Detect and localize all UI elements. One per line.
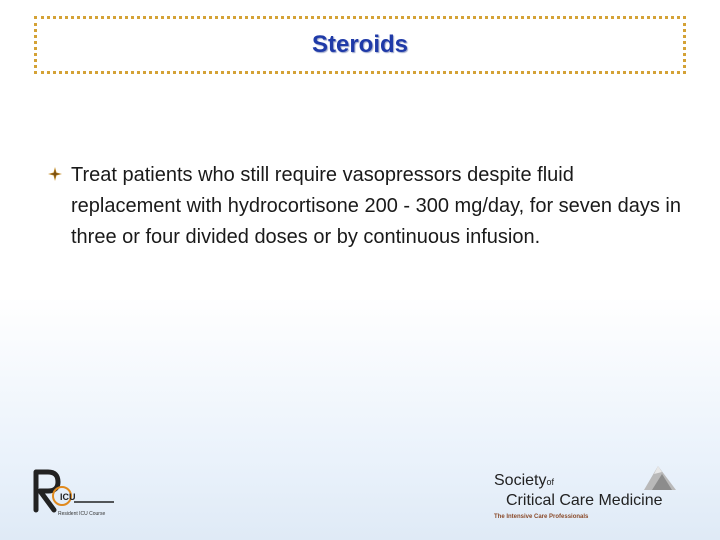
ricu-logo-mark (30, 466, 120, 516)
bullet-list (48, 160, 688, 253)
sccm-society-word: Society (494, 472, 547, 489)
bullet-icon (48, 167, 62, 181)
sccm-of-word: of (546, 477, 554, 487)
svg-text:ICU: ICU (60, 492, 76, 502)
bullet-text: Treat patients who still require vasopressors despite fluid replacement with hydrocortisone 200 - 300 mg/day, for seven days in three or four divided doses or by continuous infusion. (71, 164, 681, 248)
ricu-logo (30, 466, 120, 522)
sccm-mountain-icon (640, 462, 680, 492)
ricu-subtitle: Resident ICU Course (58, 511, 106, 517)
sccm-logo (488, 460, 688, 526)
title-box (34, 16, 686, 74)
sccm-name: Critical Care Medicine (506, 492, 663, 509)
sccm-society-text (494, 472, 554, 490)
sccm-tagline: The Intensive Care Professionals (494, 514, 589, 520)
slide-title: Steroids (311, 31, 409, 58)
bullet-item (48, 160, 688, 253)
